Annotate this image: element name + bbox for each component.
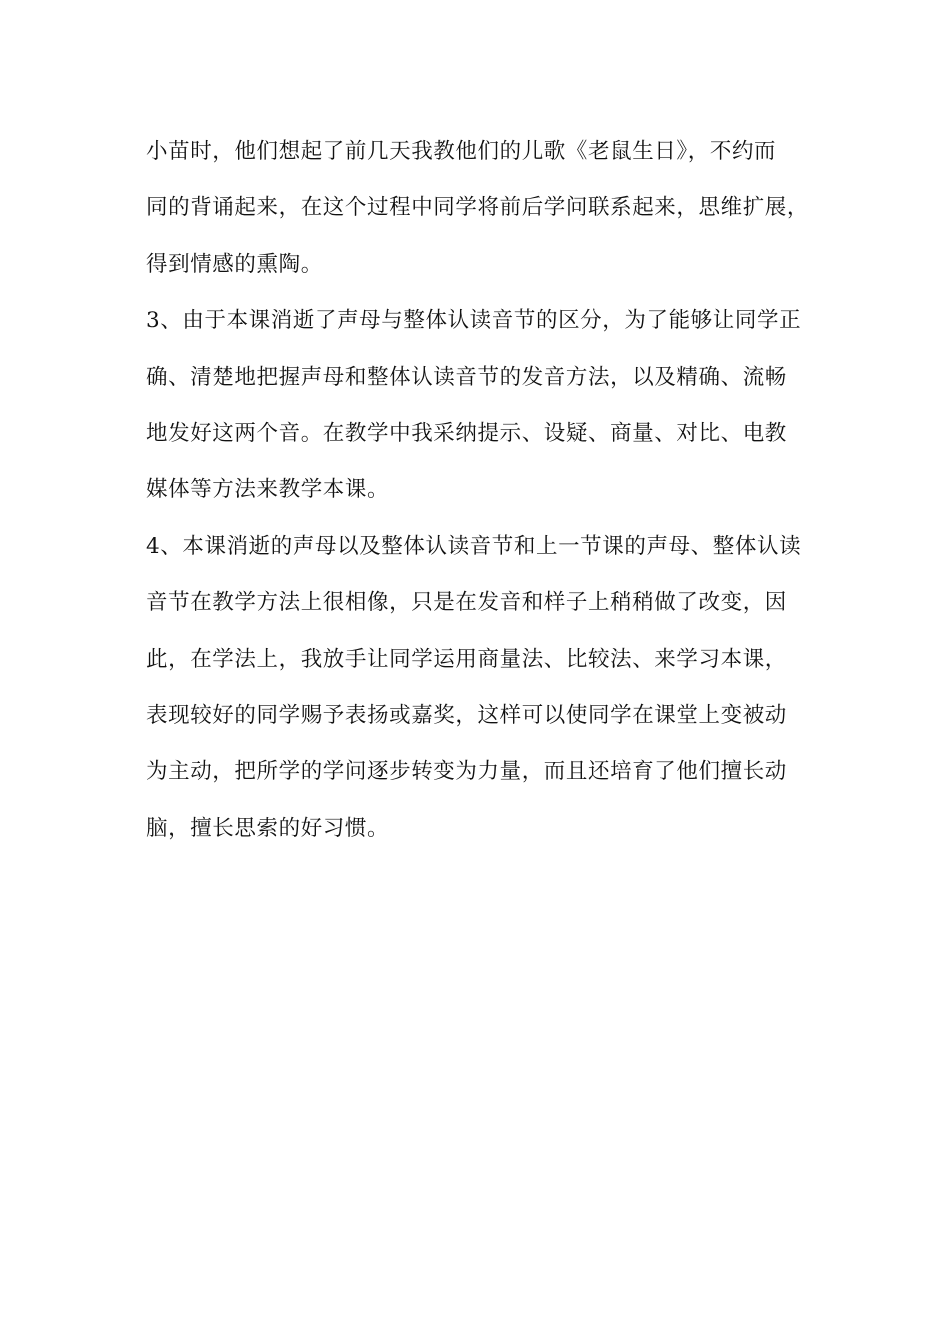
text-line: 表现较好的同学赐予表扬或嘉奖，这样可以使同学在课堂上变被动 <box>146 702 787 728</box>
text-line: 3、由于本课消逝了声母与整体认读音节的区分，为了能够让同学正 <box>146 308 802 334</box>
text-line: 地发好这两个音。在教学中我采纳提示、设疑、商量、对比、电教 <box>146 420 787 446</box>
text-line: 同的背诵起来，在这个过程中同学将前后学问联系起来，思维扩展， <box>146 195 810 221</box>
text-line: 4、本课消逝的声母以及整体认读音节和上一节课的声母、整体认读 <box>146 533 802 559</box>
text-line: 得到情感的熏陶。 <box>146 251 323 277</box>
text-line: 音节在教学方法上很相像，只是在发音和样子上稍稍做了改变，因 <box>146 590 787 616</box>
text-line: 小苗时，他们想起了前几天我教他们的儿歌《老鼠生日》，不约而 <box>146 139 777 164</box>
text-line: 为主动，把所学的学问逐步转变为力量，而且还培育了他们擅长动 <box>146 759 787 785</box>
body-text <box>146 132 846 865</box>
text-line: 媒体等方法来教学本课。 <box>146 477 390 503</box>
text-line: 此，在学法上，我放手让同学运用商量法、比较法、来学习本课， <box>146 646 787 672</box>
text-line: 确、清楚地把握声母和整体认读音节的发音方法，以及精确、流畅 <box>146 364 787 390</box>
text-line: 脑，擅长思索的好习惯。 <box>146 815 390 841</box>
